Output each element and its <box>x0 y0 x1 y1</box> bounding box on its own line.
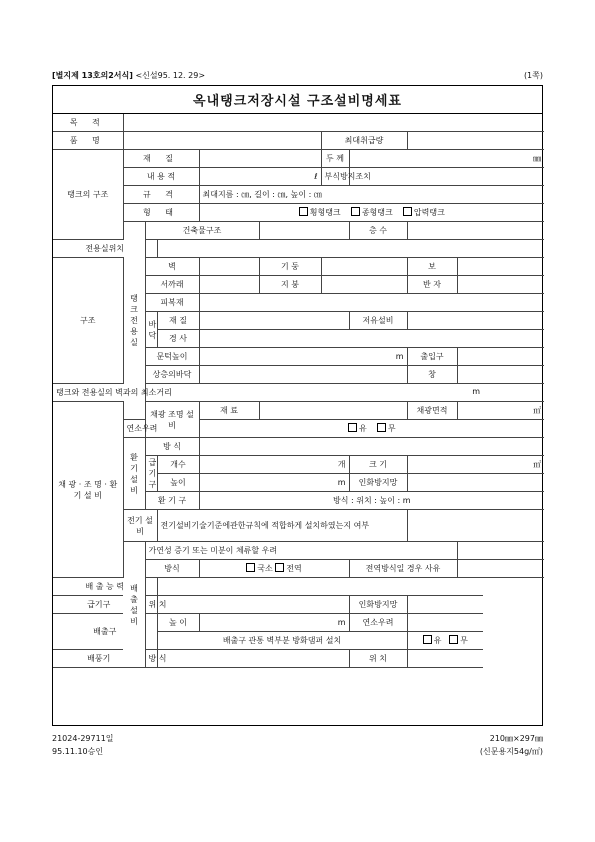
checkbox-damper-no[interactable] <box>449 635 458 644</box>
upper-floor-field[interactable] <box>199 366 407 384</box>
checkbox-vertical[interactable] <box>351 207 360 216</box>
row-product: 품 명 최대취급량 <box>53 132 544 150</box>
checkbox-local[interactable] <box>246 563 255 572</box>
vent-method-field[interactable] <box>199 438 544 456</box>
row-capacity: 배 출 능 력 <box>53 578 544 596</box>
form-number: [별지제 13호의2서식] <신설95. 12. 29> <box>52 71 206 80</box>
corrosion-field[interactable] <box>349 168 544 186</box>
row-light-fuel: 연소우려 유 무 <box>53 420 544 438</box>
thickness-field[interactable]: ㎜ <box>349 150 544 168</box>
damper-options: 유 무 <box>407 632 483 650</box>
checkbox-horizontal[interactable] <box>299 207 308 216</box>
row-spec: 규 격 최대지름 : ㎝, 길이 : ㎝, 높이 : ㎝ <box>53 186 544 204</box>
row-intake-count: 급기구 개수 개 크 기 ㎡ <box>53 456 544 474</box>
row-exhaust-method: 방식 국소 전역 전역방식일 경우 사유 <box>53 560 544 578</box>
form-frame <box>52 85 543 726</box>
row-slope: 경 사 <box>53 330 544 348</box>
checkbox-fuel-no[interactable] <box>377 423 386 432</box>
room-loc-field[interactable] <box>157 240 483 258</box>
row-electric: 전기 설비 전기설비기술기준에관한규칙에 적합하게 설치하였는지 여부 <box>53 510 544 542</box>
entrance-field[interactable] <box>457 348 544 366</box>
floor-material-field[interactable] <box>199 312 349 330</box>
row-shape: 형 태 횡형탱크 종형탱크 압력탱크 <box>53 204 544 222</box>
intake-loc-field[interactable] <box>157 596 349 614</box>
window-field[interactable] <box>457 366 544 384</box>
checkbox-damper-yes[interactable] <box>423 635 432 644</box>
intake-fire-net-field[interactable] <box>407 474 544 492</box>
outlet-fuel-field[interactable] <box>407 614 483 632</box>
row-intake-loc: 급기구 위 치 인화방지망 <box>53 596 544 614</box>
capacity-field[interactable] <box>157 578 483 596</box>
row-volume: 내 용 적 ℓ 부식방지조치 <box>53 168 544 186</box>
intake-count-field[interactable]: 개 <box>199 456 349 474</box>
max-qty-field[interactable] <box>407 132 544 150</box>
rafter-field[interactable] <box>199 276 259 294</box>
product-field[interactable] <box>123 132 321 150</box>
electric-question: 전기설비기술기준에관한규칙에 적합하게 설치하였는지 여부 <box>157 510 407 542</box>
row-bldg-struct: 탱크 전용실 건축물구조 층 수 <box>53 222 544 240</box>
global-reason-field[interactable] <box>457 560 544 578</box>
row-intake-height: 높이 m 인화방지망 <box>53 474 544 492</box>
row-light-material: 채 광 · 조 명 · 환 기 설 비 채광 조명 설비 재 료 채광면적 ㎡ <box>53 402 544 420</box>
sill-height-field[interactable]: m <box>199 348 407 366</box>
exhaust-method-options: 국소 전역 <box>199 560 349 578</box>
vapor-field[interactable] <box>457 542 544 560</box>
intake-height-field[interactable]: m <box>199 474 349 492</box>
row-outlet-height: 배출구 높 이 m 연소우려 <box>53 614 544 632</box>
fan-loc-field[interactable] <box>407 650 483 668</box>
slope-field[interactable] <box>199 330 544 348</box>
row-rafter: 서까래 지 붕 반 자 <box>53 276 544 294</box>
floors-field[interactable] <box>407 222 544 240</box>
outlet-height-field[interactable]: m <box>199 614 349 632</box>
row-material: 탱크의 구조 재 질 두 께 ㎜ <box>53 150 544 168</box>
min-distance-field[interactable]: 탱크와 전용실의 벽과의 최소거리 m <box>53 384 483 402</box>
checkbox-pressure[interactable] <box>403 207 412 216</box>
row-min-distance <box>53 384 544 402</box>
checkbox-global[interactable] <box>275 563 284 572</box>
spec-table <box>53 114 544 668</box>
purpose-field[interactable] <box>123 114 544 132</box>
column-field[interactable] <box>321 258 407 276</box>
row-exhaust-fan: 환 기 구 방식 : 위치 : 높이 : m <box>53 492 544 510</box>
cover-field[interactable] <box>199 294 544 312</box>
checkbox-fuel-yes[interactable] <box>348 423 357 432</box>
beam-field[interactable] <box>457 258 544 276</box>
row-vapor: 배 출 설 비 가연성 증기 또는 미분이 체류할 우려 <box>53 542 544 560</box>
electric-field[interactable] <box>407 510 544 542</box>
row-room-loc: 전용실위치 <box>53 240 544 258</box>
form-title: 옥내탱크저장시설 구조설비명세표 <box>53 86 542 114</box>
row-floor-material: 바닥 재 질 저유설비 <box>53 312 544 330</box>
row-upper-floor: 상층의바닥 창 <box>53 366 544 384</box>
shape-options: 횡형탱크 종형탱크 압력탱크 <box>199 204 544 222</box>
light-material-field[interactable] <box>259 402 407 420</box>
wall-field[interactable] <box>199 258 259 276</box>
exhaust-fan-field[interactable]: 방식 : 위치 : 높이 : m <box>199 492 544 510</box>
intake-net-field[interactable] <box>407 596 483 614</box>
bldg-struct-field[interactable] <box>259 222 349 240</box>
row-vent-method: 환기 설비 방 식 <box>53 438 544 456</box>
roof-field[interactable] <box>321 276 407 294</box>
row-sill: 문턱높이 m 출입구 <box>53 348 544 366</box>
light-fuel-options: 유 무 <box>199 420 544 438</box>
row-damper: 배출구 관통 벽부분 방화댐퍼 설치 유 무 <box>53 632 544 650</box>
form-header <box>52 70 543 84</box>
row-cover: 피복재 <box>53 294 544 312</box>
row-wall: 구조 벽 기 둥 보 <box>53 258 544 276</box>
row-fan: 배풍기 방 식 위 치 <box>53 650 544 668</box>
light-area-field[interactable]: ㎡ <box>457 402 544 420</box>
intake-size-field[interactable]: ㎡ <box>407 456 544 474</box>
storage-eq-field[interactable] <box>407 312 544 330</box>
fan-method-field[interactable] <box>157 650 349 668</box>
slab-field[interactable] <box>457 276 544 294</box>
volume-field[interactable]: ℓ <box>199 168 321 186</box>
page-indicator: (1쪽) <box>523 71 543 80</box>
spec-field[interactable]: 최대지름 : ㎝, 길이 : ㎝, 높이 : ㎝ <box>199 186 544 204</box>
material-field[interactable] <box>199 150 321 168</box>
row-purpose: 목 적 <box>53 114 544 132</box>
